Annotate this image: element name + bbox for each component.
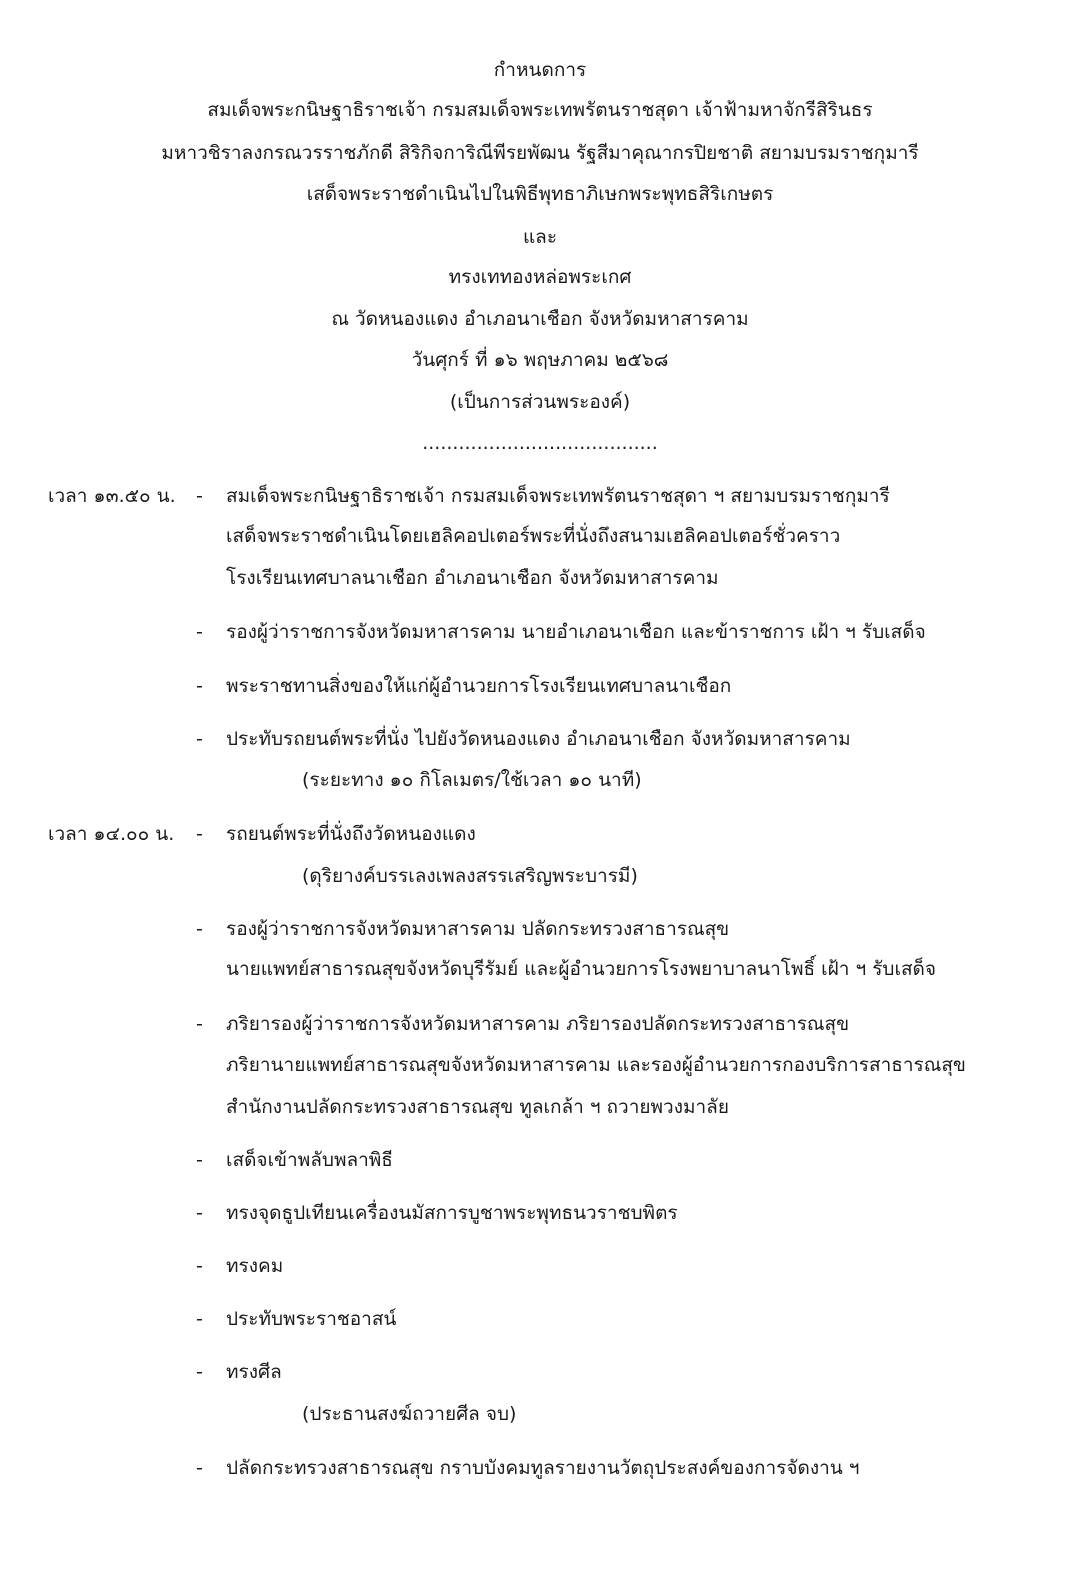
item-text: ภริยานายแพทย์สาธารณสุขจังหวัดมหาสารคาม และรองผู้อำนวยการกองบริการสาธารณสุข — [226, 1054, 966, 1076]
item-text: เสด็จเข้าพลับพลาพิธี — [226, 1149, 393, 1171]
header-private-note: (เป็นการส่วนพระองค์) — [449, 391, 631, 413]
item-text: นายแพทย์สาธารณสุขจังหวัดบุรีรัมย์ และผู้อำนวยการโรงพยาบาลนาโพธิ์ เฝ้า ฯ รับเสด็จ — [226, 958, 937, 980]
item-text: ประทับพระราชอาสน์ — [226, 1308, 397, 1330]
item-text: สำนักงานปลัดกระทรวงสาธารณสุข ทูลเกล้า ฯ ถวายพวงมาลัย — [226, 1096, 729, 1118]
item-text: ทรงศีล — [226, 1361, 282, 1383]
schedule-time-2: เวลา ๑๔.๐๐ น. — [48, 823, 175, 845]
header-divider: ....................................... — [422, 432, 658, 454]
item-dash: - — [196, 1457, 203, 1479]
item-dash: - — [196, 1013, 203, 1035]
header-line-3: มหาวชิราลงกรณวรราชภักดี สิริกิจการิณีพีรยพัฒน รัฐสีมาคุณากรปิยชาติ สยามบรมราชกุมารี — [161, 142, 919, 164]
item-text: รถยนต์พระที่นั่งถึงวัดหนองแดง — [226, 823, 476, 845]
item-text: โรงเรียนเทศบาลนาเชือก อำเภอนาเชือก จังหวัดมหาสารคาม — [226, 567, 719, 589]
item-dash: - — [196, 1202, 203, 1224]
item-text: ทรงคม — [226, 1255, 284, 1277]
item-dash: - — [196, 621, 203, 643]
header-location: ณ วัดหนองแดง อำเภอนาเชือก จังหวัดมหาสารคาม — [331, 308, 749, 330]
item-note: (ระยะทาง ๑๐ กิโลเมตร/ใช้เวลา ๑๐ นาที) — [302, 769, 642, 791]
item-dash: - — [196, 823, 203, 845]
item-text: พระราชทานสิ่งของให้แก่ผู้อำนวยการโรงเรียนเทศบาลนาเชือก — [226, 675, 732, 697]
item-text: ทรงจุดธูปเทียนเครื่องนมัสการบูชาพระพุทธนวราชบพิตร — [226, 1202, 678, 1224]
item-text: ปลัดกระทรวงสาธารณสุข กราบบังคมทูลรายงานวัตถุประสงค์ของการจัดงาน ฯ — [226, 1457, 860, 1479]
item-dash: - — [196, 918, 203, 940]
item-text: ภริยารองผู้ว่าราชการจังหวัดมหาสารคาม ภริยารองปลัดกระทรวงสาธารณสุข — [226, 1013, 850, 1035]
item-dash: - — [196, 675, 203, 697]
item-dash: - — [196, 1255, 203, 1277]
item-text: สมเด็จพระกนิษฐาธิราชเจ้า กรมสมเด็จพระเทพรัตนราชสุดา ฯ สยามบรมราชกุมารี — [226, 485, 890, 507]
item-note: (ดุริยางค์บรรเลงเพลงสรรเสริญพระบารมี) — [302, 865, 638, 887]
header-date: วันศุกร์ ที่ ๑๖ พฤษภาคม ๒๕๖๘ — [411, 349, 669, 371]
item-text: รองผู้ว่าราชการจังหวัดมหาสารคาม นายอำเภอนาเชือก และข้าราชการ เฝ้า ฯ รับเสด็จ — [226, 621, 926, 643]
header-line-5: และ — [522, 226, 558, 248]
item-text: เสด็จพระราชดำเนินโดยเฮลิคอปเตอร์พระที่นั่งถึงสนามเฮลิคอปเตอร์ชั่วคราว — [226, 525, 841, 547]
document-title: กำหนดการ — [493, 59, 587, 81]
item-text: รองผู้ว่าราชการจังหวัดมหาสารคาม ปลัดกระทรวงสาธารณสุข — [226, 918, 730, 940]
item-dash: - — [196, 1149, 203, 1171]
item-note: (ประธานสงฆ์ถวายศีล จบ) — [302, 1403, 517, 1425]
item-dash: - — [196, 485, 203, 507]
item-dash: - — [196, 1308, 203, 1330]
header-line-6: ทรงเททองหล่อพระเกศ — [448, 266, 632, 288]
schedule-time-1: เวลา ๑๓.๕๐ น. — [48, 485, 176, 507]
header-line-2: สมเด็จพระกนิษฐาธิราชเจ้า กรมสมเด็จพระเทพรัตนราชสุดา เจ้าฟ้ามหาจักรีสิรินธร — [207, 99, 873, 121]
item-dash: - — [196, 728, 203, 750]
item-dash: - — [196, 1361, 203, 1383]
header-line-4: เสด็จพระราชดำเนินไปในพิธีพุทธาภิเษกพระพุทธสิริเกษตร — [306, 183, 774, 205]
item-text: ประทับรถยนต์พระที่นั่ง ไปยังวัดหนองแดง อำเภอนาเชือก จังหวัดมหาสารคาม — [226, 728, 851, 750]
